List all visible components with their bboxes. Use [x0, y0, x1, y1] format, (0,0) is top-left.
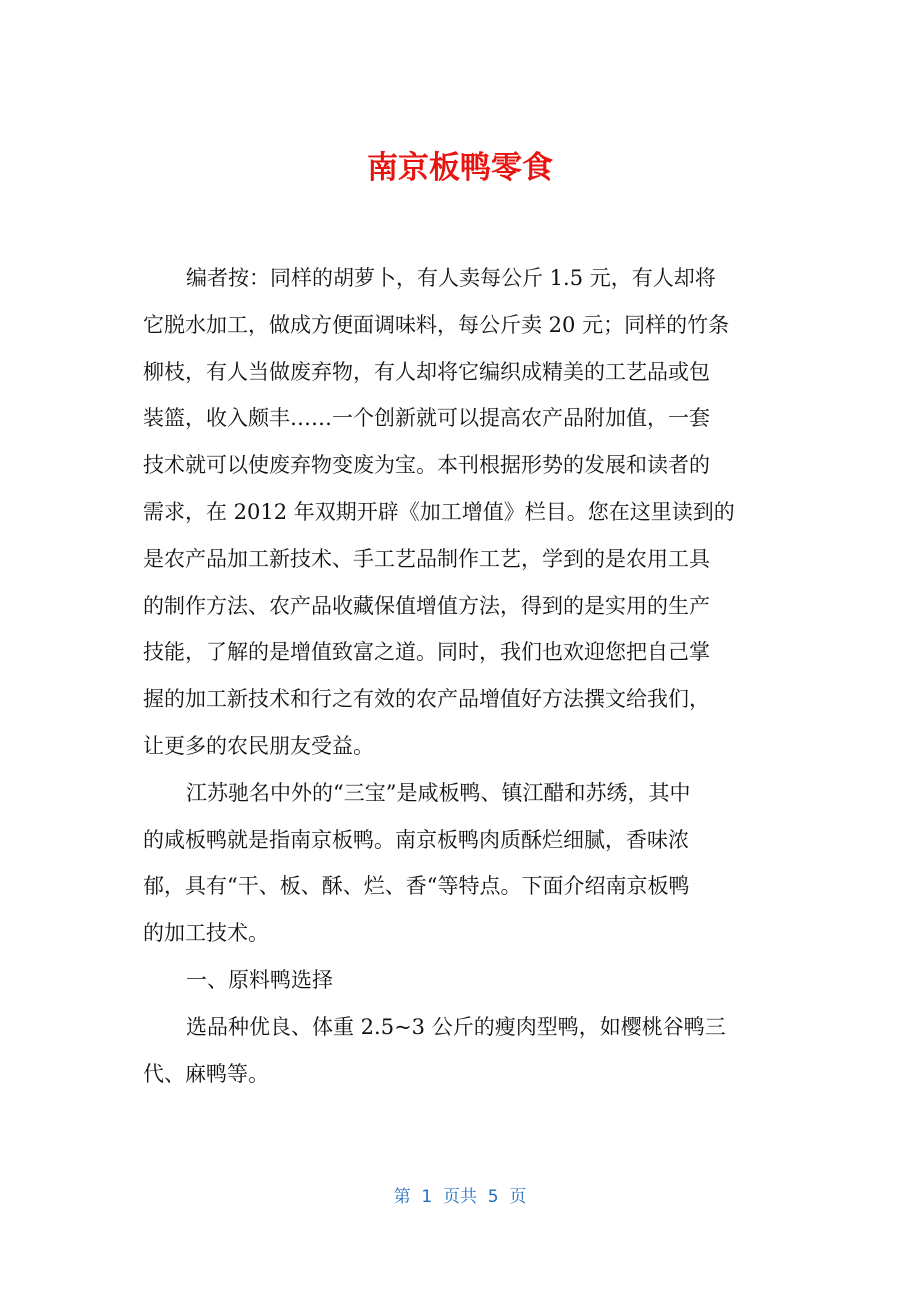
paragraph-line: 的咸板鸭就是指南京板鸭。南京板鸭肉质酥烂细腻，香味浓	[143, 827, 689, 852]
paragraph-line: 握的加工新技术和行之有效的农产品增值好方法撰文给我们，	[143, 687, 710, 712]
paragraph-line: 是农产品加工新技术、手工艺品制作工艺，学到的是农用工具	[143, 546, 710, 571]
paragraph-line: 编者按：同样的胡萝卜，有人卖每公斤 1.5 元，有人却将	[186, 266, 716, 290]
paragraph-line: 的制作方法、农产品收藏保值增值方法，得到的是实用的生产	[143, 593, 710, 618]
page-number-label: 第 1 页共 5 页	[393, 1187, 527, 1207]
paragraph-line: 需求，在 2012 年双期开辟《加工增值》栏目。您在这里读到的	[143, 499, 735, 524]
paragraph-line: 技术就可以使废弃物变废为宝。本刊根据形势的发展和读者的	[143, 453, 710, 478]
page-footer	[0, 1184, 920, 1210]
paragraph-line: 柳枝，有人当做废弃物，有人却将它编织成精美的工艺品或包	[143, 359, 710, 384]
paragraph-line: 选品种优良、体重 2.5~3 公斤的瘦肉型鸭，如樱桃谷鸭三	[186, 1014, 726, 1039]
paragraph-line: 装篮，收入颇丰……一个创新就可以提高农产品附加值，一套	[143, 406, 710, 431]
paragraph-line: 让更多的农民朋友受益。	[143, 733, 374, 758]
paragraph-line: 江苏驰名中外的“三宝”是咸板鸭、镇江醋和苏绣，其中	[186, 780, 691, 805]
paragraph-line: 代、麻鸭等。	[143, 1061, 269, 1086]
document-body	[143, 255, 783, 1097]
paragraph-line: 技能，了解的是增值致富之道。同时，我们也欢迎您把自己掌	[143, 640, 710, 665]
document-title: 南京板鸭零食	[367, 150, 553, 186]
paragraph-line: 郁，具有“干、板、酥、烂、香“等特点。下面介绍南京板鸭	[143, 874, 690, 899]
section-heading: 一、原料鸭选择	[186, 967, 333, 992]
paragraph-line: 的加工技术。	[143, 921, 269, 946]
paragraph-line: 它脱水加工，做成方便面调味料，每公斤卖 20 元；同样的竹条	[143, 312, 730, 337]
